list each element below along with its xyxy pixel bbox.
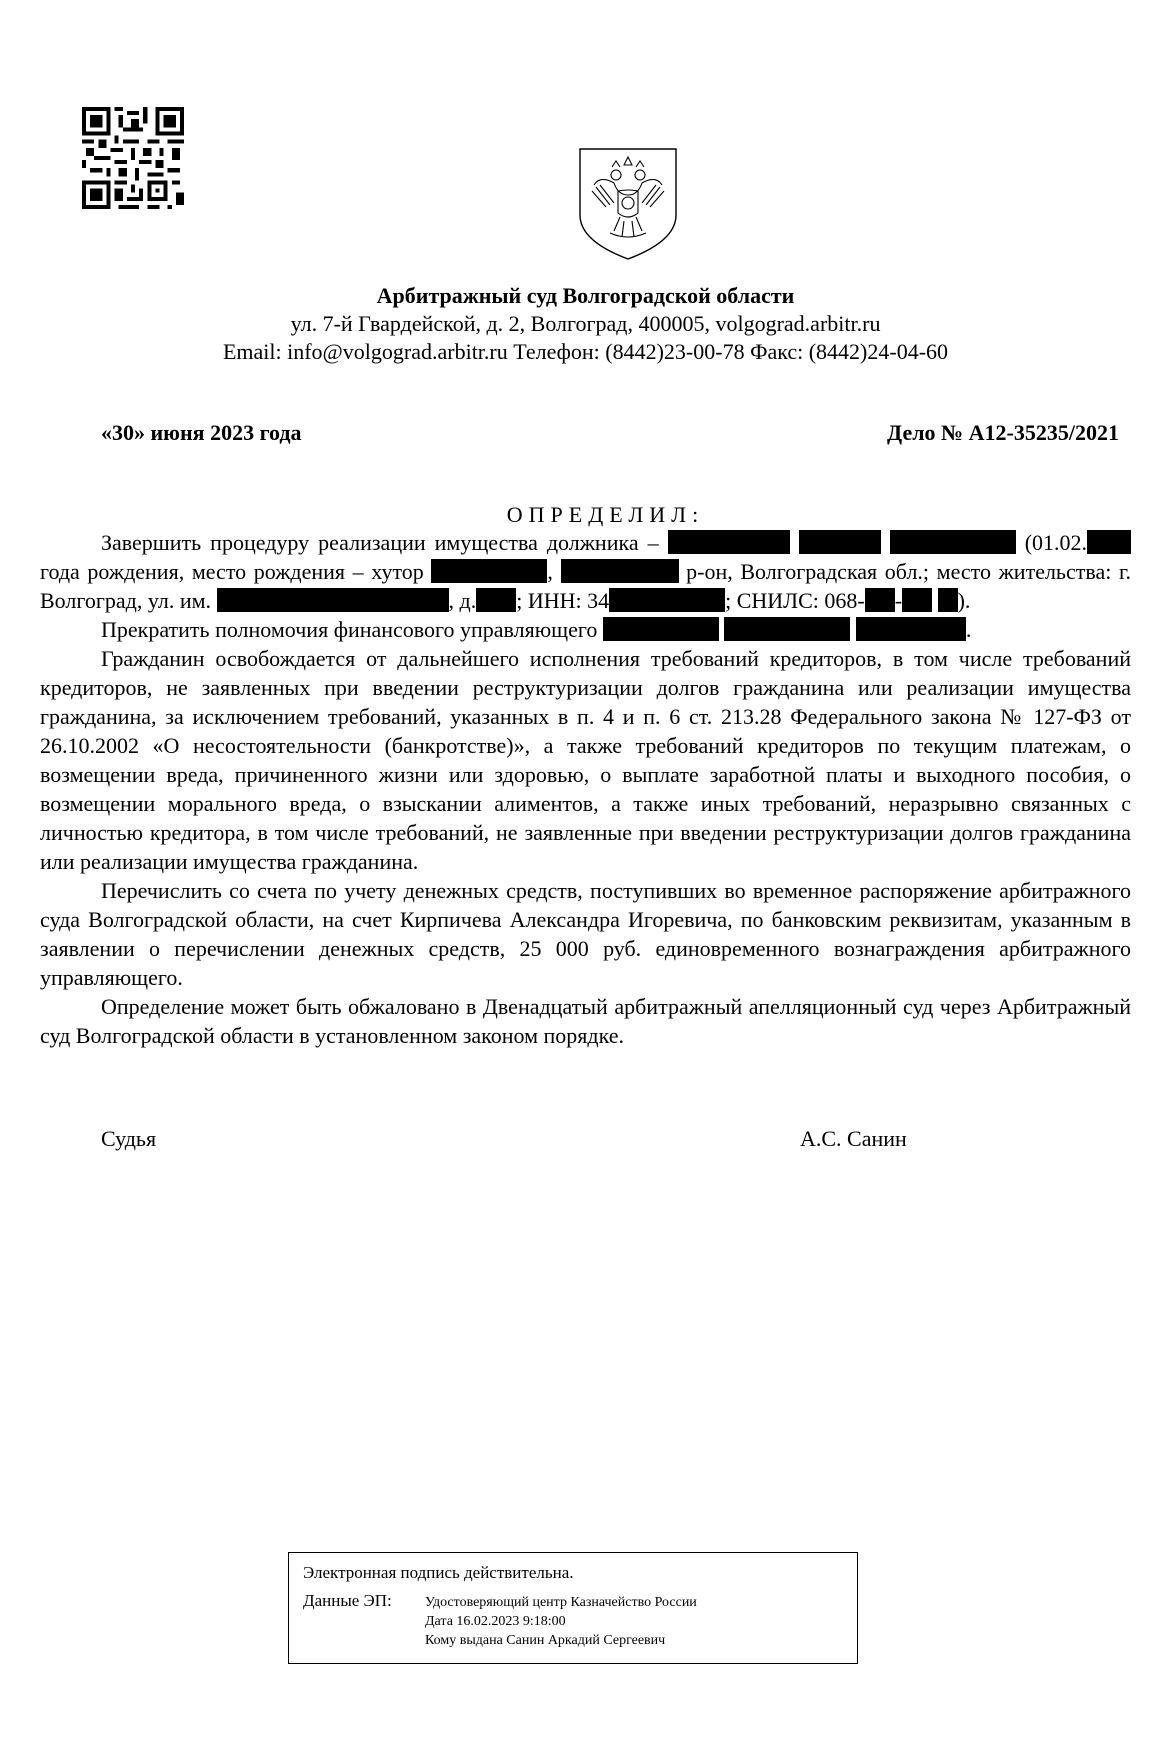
e-signature-box bbox=[288, 1552, 858, 1664]
court-contacts: Email: info@volgograd.arbitr.ru Телефон: (8442)23-00-78 Факс: (8442)24-04-60 bbox=[222, 339, 949, 364]
paragraph-2 bbox=[40, 615, 1131, 644]
p1-text-e: р-он, Волгоградская обл.; место жительства: г. Волгоград, ул. им. bbox=[40, 559, 1131, 613]
redaction bbox=[902, 588, 932, 612]
p1-text-i: - bbox=[894, 588, 903, 613]
paragraph-4: Перечислить со счета по учету денежных средств, поступивших во временное распоряжение арбитражного суда Волгоградской области, на счет Кирпичева Александра Игоревича, по банковским реквизитам, указанным в заявлении о перечислении денежных средств, 25 000 руб. единовременного вознаграждения арбитражного управляющего. bbox=[40, 878, 1131, 990]
p2-text-b: . bbox=[965, 617, 972, 642]
paragraph-5: Определение может быть обжаловано в Двенадцатый арбитражный апелляционный суд через Арбитражный суд Волгоградской области в установленном законом порядке. bbox=[40, 994, 1131, 1048]
judge-name: А.С. Санин bbox=[800, 1126, 907, 1151]
redaction bbox=[1087, 530, 1131, 554]
paragraph-3: Гражданин освобождается от дальнейшего исполнения требований кредиторов, в том числе требований кредиторов, не заявленных при введении реструктуризации долгов гражданина или реализации имущества гражданина, за исключением требований, указанных в п. 4 и п. 6 ст. 213.28 Федерального закона № 127-ФЗ от 26.10.2002 «О несостоятельности (банкротстве)», а также требований кредиторов по текущим платежам, о возмещении вреда, причиненного жизни или здоровью, о выплате заработной платы и выходного пособия, о возмещении морального вреда, о взыскании алиментов, а также иных требований, неразрывно связанных с личностью кредитора, в том числе требований, не заявленные при введении реструктуризации долгов гражданина или реализации имущества гражданина. bbox=[40, 646, 1131, 874]
redaction bbox=[799, 530, 881, 554]
e-signature-label: Данные ЭП: bbox=[303, 1591, 392, 1610]
redaction bbox=[476, 588, 516, 612]
court-address: ул. 7-й Гвардейской, д. 2, Волгоград, 400005, volgograd.arbitr.ru bbox=[290, 311, 881, 336]
redaction bbox=[431, 559, 547, 583]
p2-text-a: Прекратить полномочия финансового управляющего bbox=[101, 617, 603, 642]
p1-text-f: , д. bbox=[448, 588, 477, 613]
judge-label: Судья bbox=[101, 1126, 157, 1151]
case-number: Дело № А12-35235/2021 bbox=[887, 420, 1119, 445]
redaction bbox=[609, 588, 725, 612]
redaction bbox=[668, 530, 790, 554]
redaction bbox=[724, 617, 850, 641]
document-date: «30» июня 2023 года bbox=[101, 420, 302, 445]
ruling-title: ОПРЕДЕЛИЛ: bbox=[506, 502, 705, 527]
redaction bbox=[217, 588, 449, 612]
redaction bbox=[603, 617, 719, 641]
e-signature-details bbox=[425, 1593, 697, 1650]
coat-of-arms-emblem bbox=[574, 145, 682, 263]
redaction bbox=[938, 588, 958, 612]
e-signature-date: Дата 16.02.2023 9:18:00 bbox=[425, 1614, 566, 1629]
court-name: Арбитражный суд Волгоградской области bbox=[376, 283, 795, 308]
paragraph-1 bbox=[40, 528, 1131, 615]
p1-text-a: Завершить процедуру реализации имущества должника – bbox=[101, 530, 668, 555]
redaction bbox=[865, 588, 895, 612]
p1-text-h: ; СНИЛС: 068- bbox=[725, 588, 865, 613]
e-signature-issuer: Удостоверяющий центр Казначейство России bbox=[425, 1595, 697, 1610]
redaction bbox=[856, 617, 966, 641]
redaction bbox=[561, 559, 679, 583]
e-signature-status: Электронная подпись действительна. bbox=[303, 1563, 574, 1582]
e-signature-issued-to: Кому выдана Санин Аркадий Сергеевич bbox=[425, 1633, 666, 1648]
p1-text-k: ). bbox=[957, 588, 971, 613]
ruling-body bbox=[40, 528, 1131, 1050]
p1-text-b: (01.02. bbox=[1024, 530, 1088, 555]
p1-text-g: ; ИНН: 34 bbox=[516, 588, 610, 613]
qr-code bbox=[82, 107, 184, 209]
redaction bbox=[890, 530, 1016, 554]
p1-text-c: года рождения, место рождения – хутор bbox=[40, 559, 432, 584]
p1-text-d: , bbox=[547, 559, 561, 584]
